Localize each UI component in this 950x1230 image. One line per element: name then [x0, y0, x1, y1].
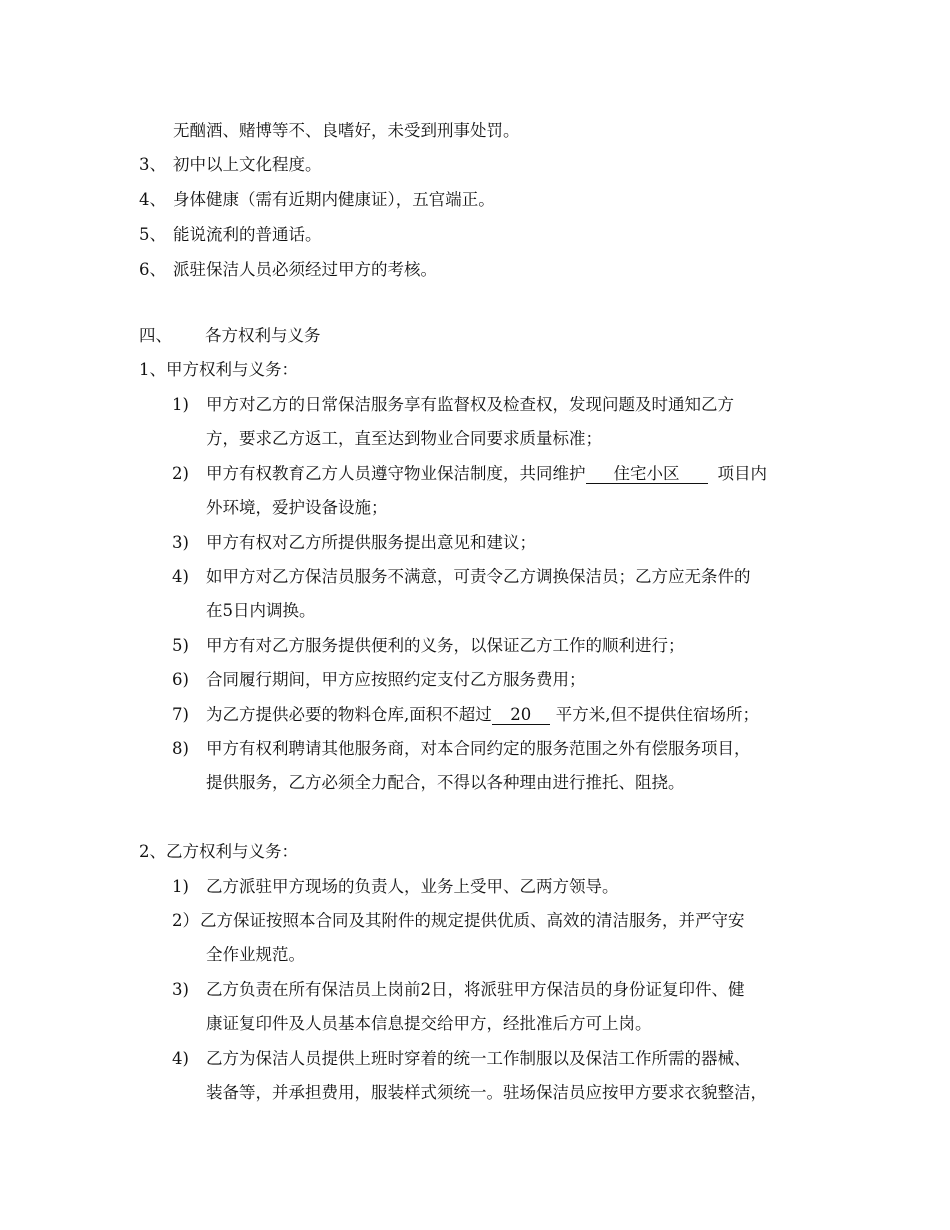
requirement-text: 身体健康（需有近期内健康证），五官端正。: [173, 190, 495, 209]
item-text-line1: [206, 705, 759, 725]
item-number: 3): [172, 980, 189, 999]
item-text-line2: 装备等，并承担费用，服装样式须统一。驻场保洁员应按甲方要求衣貌整洁，: [206, 1083, 767, 1102]
item-number: 8): [172, 739, 189, 758]
item-number: 1): [172, 877, 189, 896]
item-text-line1: 甲方有权对乙方所提供服务提出意见和建议；: [206, 533, 536, 552]
item-text-line1: 乙方派驻甲方现场的负责人，业务上受甲、乙两方领导。: [206, 877, 619, 896]
item-text-line1: 乙方为保洁人员提供上班时穿着的统一工作制服以及保洁工作所需的器械、: [206, 1049, 751, 1068]
party-a-heading: 1、甲方权利与义务：: [139, 360, 298, 379]
item-number: 5): [172, 636, 189, 655]
item-number: 4): [172, 567, 189, 586]
paragraph-intro-continuation: 无酗酒、赌博等不、良嗜好，未受到刑事处罚。: [173, 121, 520, 140]
requirement-number: 3、: [139, 155, 166, 174]
item-text-line1: [206, 464, 767, 484]
requirement-text: 初中以上文化程度。: [173, 155, 322, 174]
item-text-after-blank: 平方米,但不提供住宿场所；: [555, 705, 759, 724]
item-text-line2: 方，要求乙方返工，直至达到物业合同要求质量标准；: [206, 429, 602, 448]
item-number: 6): [172, 670, 189, 689]
item-text-line2: 外环境，爱护设备设施；: [206, 498, 388, 517]
item-text-line1: 甲方有权利聘请其他服务商，对本合同约定的服务范围之外有偿服务项目，: [206, 739, 751, 758]
item-text-before-blank: 为乙方提供必要的物料仓库,面积不超过: [206, 705, 492, 724]
section-title: 各方权利与义务: [205, 326, 321, 345]
item-text-line1: 合同履行期间，甲方应按照约定支付乙方服务费用；: [206, 670, 586, 689]
requirement-text: 能说流利的普通话。: [173, 225, 322, 244]
item-number: 2): [172, 464, 189, 483]
item-text-before-blank: 甲方有权教育乙方人员遵守物业保洁制度，共同维护: [206, 464, 586, 483]
item-text-line1: 甲方有对乙方服务提供便利的义务，以保证乙方工作的顺利进行；: [206, 636, 685, 655]
item-text-line2: 提供服务，乙方必须全力配合，不得以各种理由进行推托、阻挠。: [206, 773, 685, 792]
item-number: 4): [172, 1049, 189, 1068]
item-number: 3): [172, 533, 189, 552]
requirement-number: 4、: [139, 190, 166, 209]
filled-blank-project-name: 住宅小区: [586, 465, 708, 484]
item-number: 2）: [172, 911, 199, 930]
item-text-after-blank: 项目内: [717, 464, 767, 483]
item-text-line1: 如甲方对乙方保洁员服务不满意，可责令乙方调换保洁员；乙方应无条件的: [206, 567, 751, 586]
item-text-line2: 康证复印件及人员基本信息提交给甲方，经批准后方可上岗。: [206, 1014, 652, 1033]
item-text-line1: 甲方对乙方的日常保洁服务享有监督权及检查权，发现问题及时通知乙方: [206, 395, 734, 414]
requirement-number: 6、: [139, 260, 166, 279]
party-b-heading: 2、乙方权利与义务：: [139, 842, 298, 861]
item-text-line1: 乙方保证按照本合同及其附件的规定提供优质、高效的清洁服务，并严守安: [200, 911, 745, 930]
item-text-line2: 在5日内调换。: [206, 601, 316, 620]
item-text-line1: 乙方负责在所有保洁员上岗前2日，将派驻甲方保洁员的身份证复印件、健: [206, 980, 745, 999]
item-number: 1): [172, 395, 189, 414]
section-number: 四、: [139, 326, 172, 345]
item-number: 7): [172, 705, 189, 724]
requirement-text: 派驻保洁人员必须经过甲方的考核。: [173, 260, 437, 279]
requirement-number: 5、: [139, 225, 166, 244]
filled-blank-area: 20: [492, 706, 550, 725]
item-text-line2: 全作业规范。: [206, 945, 305, 964]
